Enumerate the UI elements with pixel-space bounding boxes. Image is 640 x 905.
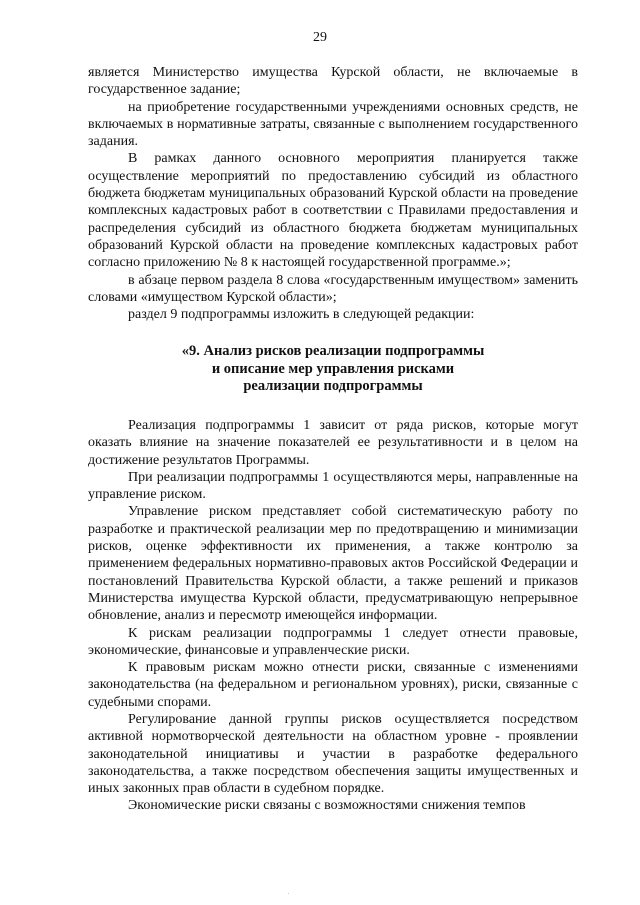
paragraph: Регулирование данной группы рисков осуществляется посредством активной нормотворческой деятельности на областном уровне - проявлении законодательной инициативы и участии в разработке федерального законодательства, а также посредством обеспечения защиты имущественных и иных законных прав области в судебном порядке.	[88, 712, 578, 797]
paragraph: является Министерство имущества Курской области, не включаемые в государственное задание;	[88, 65, 578, 98]
section-heading-line: и описание мер управления рисками	[211, 360, 455, 377]
paragraph: в абзаце первом раздела 8 слова «государственным имуществом» заменить словами «имуществом Курской области»;	[88, 272, 578, 305]
paragraph: Реализация подпрограммы 1 зависит от ряда рисков, которые могут оказать влияние на значение показателей ее результативности и в целом на достижение результатов Программы.	[88, 417, 578, 468]
page-number: 29	[313, 30, 327, 45]
paragraph: К правовым рискам можно отнести риски, связанные с изменениями законодательства (на федеральном и региональном уровнях), риски, связанные с судебными спорами.	[88, 660, 578, 710]
paragraph: на приобретение государственными учреждениями основных средств, не включаемых в нормативные затраты, связанные с выполнением государственного задания.	[88, 99, 578, 150]
section-heading-line: реализации подпрограммы	[243, 378, 423, 395]
paragraph: раздел 9 подпрограммы изложить в следующей редакции:	[128, 307, 475, 323]
paragraph: Управление риском представляет собой систематическую работу по разработке и практической реализации мер по предотвращению и минимизации рисков, оценке эффективности их применения, а также контролю за применением федеральных нормативно-правовых актов Российской Федерации и постановлений Правительства Курской области, а также решений и приказов Министерства имущества Курской области, предусматривающую непрерывное обновление, анализ и пересмотр имеющейся информации.	[88, 504, 578, 624]
scan-speck	[288, 893, 289, 894]
section-heading-line: «9. Анализ рисков реализации подпрограммы	[181, 343, 485, 360]
paragraph: При реализации подпрограммы 1 осуществляются меры, направленные на управление риском.	[88, 469, 578, 503]
paragraph: В рамках данного основного мероприятия планируется также осуществление мероприятий по предоставлению субсидий из областного бюджета бюджетам муниципальных образований Курской области на проведение комплексных кадастровых работ в соответствии с Правилами предоставления и распределения субсидий из областного бюджета бюджетам муниципальных образований Курской области на проведение комплексных кадастровых работ согласно приложению № 8 к настоящей государственной программе.»;	[88, 151, 578, 271]
document-body	[88, 64, 578, 815]
paragraph: Экономические риски связаны с возможностями снижения темпов	[128, 798, 526, 814]
section-heading	[88, 343, 578, 396]
paragraph: К рискам реализации подпрограммы 1 следует отнести правовые, экономические, финансовые и управленческие риски.	[88, 625, 578, 658]
